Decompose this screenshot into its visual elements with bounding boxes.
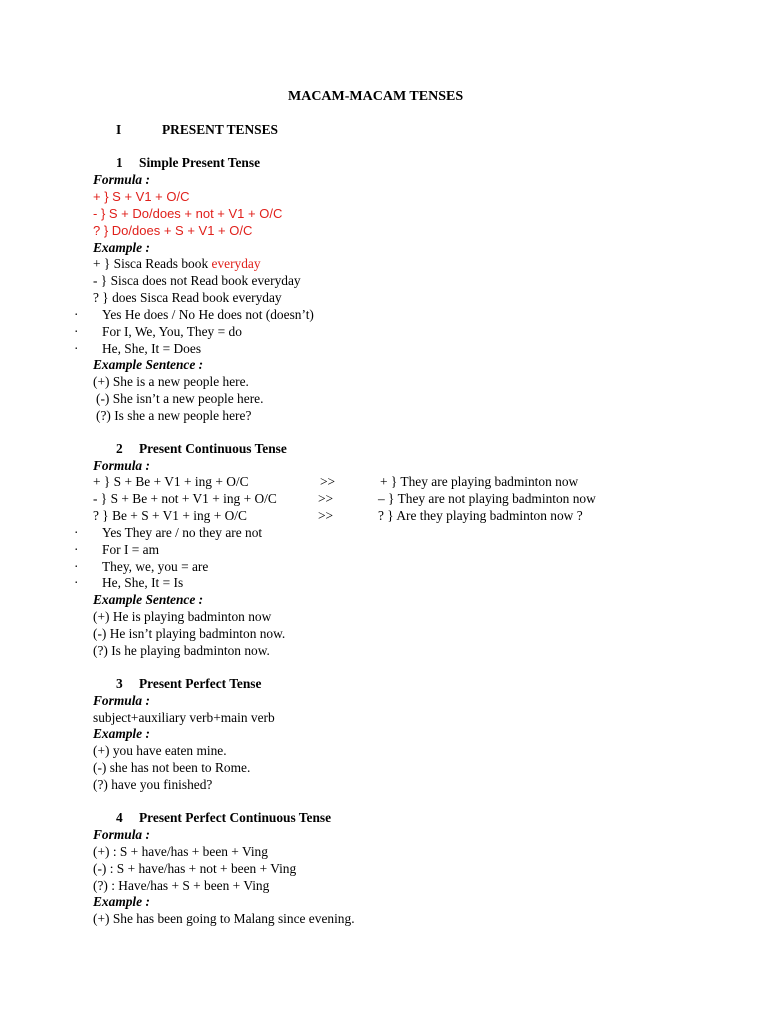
formula-label: Formula :: [93, 693, 150, 708]
formula-line: + } S + V1 + O/C: [93, 189, 190, 204]
bullet-icon: ·: [74, 341, 79, 356]
bullet-text: Yes He does / No He does not (doesn’t): [102, 307, 314, 322]
example-line: ? } does Sisca Read book everyday: [93, 290, 282, 305]
bullet-icon: ·: [74, 324, 79, 339]
formula-line: (+) : S + have/has + been + Ving: [93, 844, 268, 859]
bullet-text: For I = am: [102, 542, 160, 557]
formula-line: ? } Be + S + V1 + ing + O/C: [93, 508, 247, 523]
example-sentence: (+) He is playing badminton now: [93, 609, 272, 624]
bullet-icon: ·: [74, 559, 79, 574]
formula-line: (?) : Have/has + S + been + Ving: [93, 878, 270, 893]
example-sentence-label: Example Sentence :: [93, 592, 204, 607]
example-label: Example :: [93, 240, 150, 255]
example-label: Example :: [93, 894, 150, 909]
example-highlight: everyday: [211, 256, 261, 271]
bullet-icon: ·: [74, 525, 79, 540]
example-sentence: (-) She isn’t a new people here.: [96, 391, 264, 406]
example-line: (?) have you finished?: [93, 777, 213, 792]
section-number: 1: [116, 155, 123, 170]
arrow-icon: >>: [318, 491, 334, 506]
section-heading: Simple Present Tense: [139, 155, 261, 170]
section-heading: Present Perfect Continuous Tense: [139, 810, 332, 825]
formula-label: Formula :: [93, 172, 150, 187]
example-line: - } Sisca does not Read book everyday: [93, 273, 301, 288]
formula-line: ? } Do/does + S + V1 + O/C: [93, 223, 253, 238]
section-number: 4: [116, 810, 123, 825]
example-line: (-) she has not been to Rome.: [93, 760, 251, 775]
example-sentence-label: Example Sentence :: [93, 357, 204, 372]
arrow-icon: >>: [318, 508, 334, 523]
example-text: + } Sisca Reads book: [93, 256, 212, 271]
example-sentence: (+) She is a new people here.: [93, 374, 249, 389]
example-sentence: (?) Is he playing badminton now.: [93, 643, 270, 658]
bullet-text: For I, We, You, They = do: [102, 324, 242, 339]
bullet-icon: ·: [74, 307, 79, 322]
bullet-text: They, we, you = are: [102, 559, 209, 574]
document-title: MACAM-MACAM TENSES: [288, 89, 464, 104]
example-line: – } They are not playing badminton now: [378, 491, 596, 506]
bullet-icon: ·: [74, 575, 79, 590]
bullet-text: He, She, It = Is: [102, 575, 184, 590]
example-line: [93, 256, 261, 272]
bullet-text: He, She, It = Does: [102, 341, 202, 356]
example-label: Example :: [93, 726, 150, 741]
example-line: (+) She has been going to Malang since evening.: [93, 911, 355, 926]
section-number: 2: [116, 441, 123, 456]
section-heading: Present Perfect Tense: [139, 676, 262, 691]
formula-line: subject+auxiliary verb+main verb: [93, 710, 275, 725]
formula-label: Formula :: [93, 458, 150, 473]
example-line: + } They are playing badminton now: [380, 474, 579, 489]
bullet-text: Yes They are / no they are not: [102, 525, 263, 540]
formula-label: Formula :: [93, 827, 150, 842]
example-line: (+) you have eaten mine.: [93, 743, 227, 758]
formula-line: (-) : S + have/has + not + been + Ving: [93, 861, 297, 876]
arrow-icon: >>: [320, 474, 336, 489]
chapter-title: PRESENT TENSES: [162, 122, 278, 137]
formula-line: - } S + Be + not + V1 + ing + O/C: [93, 491, 277, 506]
section-heading: Present Continuous Tense: [139, 441, 287, 456]
formula-line: - } S + Do/does + not + V1 + O/C: [93, 206, 283, 221]
section-number: 3: [116, 676, 123, 691]
formula-line: + } S + Be + V1 + ing + O/C: [93, 474, 249, 489]
example-line: ? } Are they playing badminton now ?: [378, 508, 583, 523]
example-sentence: (-) He isn’t playing badminton now.: [93, 626, 286, 641]
example-sentence: (?) Is she a new people here?: [96, 408, 252, 423]
bullet-icon: ·: [74, 542, 79, 557]
chapter-number: I: [116, 122, 122, 137]
